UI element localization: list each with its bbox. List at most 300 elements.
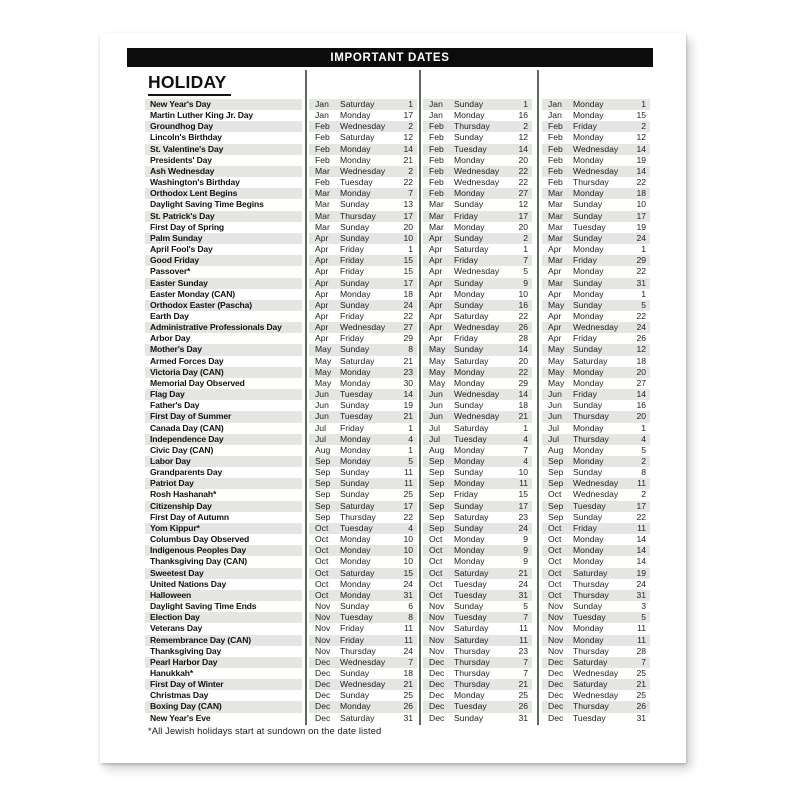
table-row: [145, 668, 658, 679]
date-cell-year1: [309, 322, 417, 333]
day-number: 5: [641, 299, 646, 310]
holiday-name: Palm Sunday: [145, 233, 302, 244]
date-cell-year1: [309, 188, 417, 199]
date-cell-year1: [309, 311, 417, 322]
month-abbrev: Nov: [548, 601, 564, 612]
weekday-name: Thursday: [573, 433, 609, 444]
date-cell-year1: [309, 233, 417, 244]
holiday-name: First Day of Summer: [145, 411, 302, 422]
month-abbrev: Dec: [429, 701, 445, 712]
day-number: 1: [408, 244, 413, 255]
table-row: [145, 322, 658, 333]
day-number: 14: [636, 165, 646, 176]
day-number: 18: [518, 400, 528, 411]
date-cell-year2: [423, 701, 532, 712]
day-number: 12: [518, 132, 528, 143]
weekday-name: Saturday: [454, 244, 489, 255]
day-number: 31: [636, 712, 646, 723]
date-cell-year3: [542, 568, 650, 579]
day-number: 22: [636, 177, 646, 188]
weekday-name: Monday: [340, 143, 371, 154]
day-number: 5: [641, 612, 646, 623]
month-abbrev: Apr: [429, 322, 443, 333]
date-cell-year3: [542, 99, 650, 110]
month-abbrev: Dec: [429, 690, 445, 701]
date-cell-year1: [309, 534, 417, 545]
date-cell-year3: [542, 177, 650, 188]
day-number: 7: [523, 656, 528, 667]
month-abbrev: Sep: [429, 489, 445, 500]
table-row: [145, 445, 658, 456]
month-abbrev: Dec: [315, 701, 331, 712]
day-number: 1: [523, 244, 528, 255]
date-cell-year2: [423, 646, 532, 657]
weekday-name: Saturday: [454, 634, 489, 645]
month-abbrev: Jun: [315, 400, 329, 411]
day-number: 21: [518, 679, 528, 690]
table-row: [145, 278, 658, 289]
weekday-name: Wednesday: [454, 177, 500, 188]
day-number: 18: [403, 288, 413, 299]
month-abbrev: Feb: [315, 177, 330, 188]
weekday-name: Tuesday: [340, 389, 373, 400]
date-cell-year1: [309, 512, 417, 523]
month-abbrev: Nov: [315, 645, 331, 656]
weekday-name: Tuesday: [340, 612, 373, 623]
weekday-name: Saturday: [340, 99, 375, 109]
weekday-name: Monday: [340, 288, 371, 299]
day-number: 26: [636, 701, 646, 712]
date-cell-year2: [423, 344, 532, 355]
month-abbrev: Mar: [548, 255, 563, 266]
date-cell-year3: [542, 478, 650, 489]
holiday-name: Good Friday: [145, 255, 302, 266]
month-abbrev: Sep: [429, 467, 445, 478]
holiday-name: Election Day: [145, 612, 302, 623]
month-abbrev: Oct: [548, 589, 562, 600]
date-cell-year1: [309, 501, 417, 512]
month-abbrev: Nov: [429, 623, 445, 634]
holiday-name: Easter Monday (CAN): [150, 288, 236, 299]
month-abbrev: Jun: [429, 400, 443, 411]
weekday-name: Thursday: [454, 656, 490, 667]
weekday-name: Sunday: [454, 132, 484, 143]
weekday-name: Saturday: [454, 310, 489, 321]
day-number: 21: [518, 411, 528, 422]
weekday-name: Wednesday: [573, 489, 619, 500]
weekday-name: Monday: [573, 244, 604, 255]
weekday-name: Monday: [573, 99, 604, 109]
date-cell-year2: [423, 456, 532, 467]
day-number: 15: [403, 255, 413, 266]
holiday-name: April Fool's Day: [150, 244, 213, 255]
weekday-name: Sunday: [340, 221, 370, 232]
weekday-name: Monday: [573, 377, 604, 388]
weekday-name: Monday: [340, 456, 371, 466]
date-cell-year2: [423, 255, 532, 266]
date-cell-year2: [423, 478, 532, 489]
day-number: 10: [403, 534, 413, 545]
month-abbrev: Apr: [315, 288, 329, 299]
date-cell-year3: [542, 132, 650, 143]
month-abbrev: Mar: [548, 232, 563, 243]
day-number: 29: [518, 377, 528, 388]
day-number: 23: [518, 645, 528, 656]
table-row: [145, 110, 658, 121]
date-cell-year3: [542, 300, 650, 311]
holiday-name: Thanksgiving Day: [150, 645, 222, 656]
weekday-name: Wednesday: [573, 322, 619, 333]
weekday-name: Sunday: [454, 500, 484, 511]
weekday-name: Wednesday: [454, 411, 500, 422]
day-number: 21: [636, 679, 646, 690]
month-abbrev: Sep: [548, 511, 564, 522]
weekday-name: Sunday: [454, 522, 484, 533]
month-abbrev: Sep: [315, 511, 331, 522]
day-number: 2: [523, 121, 528, 132]
date-cell-year2: [423, 311, 532, 322]
month-abbrev: Nov: [429, 601, 445, 612]
weekday-name: Thursday: [454, 667, 490, 678]
weekday-name: Monday: [454, 456, 485, 466]
month-abbrev: Sep: [315, 500, 331, 511]
date-cell-year1: [309, 244, 417, 255]
month-abbrev: Sep: [548, 478, 564, 489]
day-number: 19: [636, 567, 646, 578]
holiday-name: Passover*: [150, 266, 191, 277]
date-cell-year3: [542, 244, 650, 255]
weekday-name: Monday: [454, 288, 485, 299]
day-number: 7: [641, 656, 646, 667]
holiday-section-title: HOLIDAY: [148, 72, 231, 96]
weekday-name: Sunday: [340, 489, 370, 500]
month-abbrev: Oct: [429, 589, 443, 600]
month-abbrev: Feb: [548, 121, 563, 132]
weekday-name: Sunday: [340, 478, 370, 489]
day-number: 26: [518, 322, 528, 333]
weekday-name: Monday: [573, 556, 604, 567]
holiday-name: Independence Day: [145, 434, 302, 445]
date-cell-year1: [309, 545, 417, 556]
weekday-name: Monday: [454, 377, 485, 388]
date-cell-year2: [423, 222, 532, 233]
weekday-name: Sunday: [340, 667, 370, 678]
date-cell-year1: [309, 590, 417, 601]
day-number: 22: [403, 310, 413, 321]
date-cell-year3: [542, 367, 650, 378]
holiday-name: Citizenship Day: [145, 501, 302, 512]
date-cell-year2: [423, 356, 532, 367]
month-abbrev: Apr: [548, 266, 562, 277]
weekday-name: Friday: [573, 522, 597, 533]
weekday-name: Monday: [573, 422, 604, 433]
day-number: 5: [641, 444, 646, 455]
table-row: [145, 467, 658, 478]
month-abbrev: Feb: [429, 188, 444, 199]
day-number: 4: [523, 456, 528, 466]
date-cell-year1: [309, 177, 417, 188]
day-number: 2: [408, 121, 413, 132]
date-cell-year3: [542, 545, 650, 556]
weekday-name: Monday: [573, 310, 604, 321]
date-cell-year1: [309, 601, 417, 612]
weekday-name: Sunday: [340, 277, 370, 288]
day-number: 31: [403, 712, 413, 723]
holiday-name: Halloween: [145, 590, 302, 601]
day-number: 2: [523, 232, 528, 243]
month-abbrev: Nov: [315, 634, 331, 645]
table-row: [145, 679, 658, 690]
day-number: 10: [403, 545, 413, 556]
month-abbrev: May: [548, 344, 565, 355]
day-number: 11: [404, 467, 413, 478]
holiday-name: Civic Day (CAN): [150, 444, 214, 455]
date-cell-year2: [423, 121, 532, 132]
date-cell-year2: [423, 523, 532, 534]
month-abbrev: Sep: [429, 478, 445, 489]
weekday-name: Wednesday: [573, 143, 619, 154]
month-abbrev: Feb: [429, 143, 444, 154]
month-abbrev: Apr: [315, 333, 329, 344]
weekday-name: Friday: [454, 255, 478, 266]
month-abbrev: Oct: [548, 522, 562, 533]
date-cell-year3: [542, 512, 650, 523]
day-number: 1: [523, 422, 528, 433]
weekday-name: Friday: [573, 389, 597, 400]
weekday-name: Monday: [454, 221, 485, 232]
day-number: 2: [641, 456, 646, 466]
weekday-name: Monday: [454, 690, 485, 701]
weekday-name: Thursday: [340, 511, 376, 522]
holiday-name: Arbor Day: [150, 333, 191, 344]
date-cell-year1: [309, 646, 417, 657]
month-abbrev: Apr: [548, 310, 562, 321]
date-cell-year3: [542, 322, 650, 333]
month-abbrev: Dec: [548, 656, 564, 667]
month-abbrev: May: [315, 366, 332, 377]
weekday-name: Thursday: [340, 210, 376, 221]
day-number: 1: [408, 422, 413, 433]
weekday-name: Sunday: [573, 467, 603, 478]
month-abbrev: Sep: [429, 456, 445, 466]
day-number: 31: [518, 589, 528, 600]
table-row: [145, 400, 658, 411]
day-number: 24: [403, 645, 413, 656]
weekday-name: Sunday: [454, 299, 484, 310]
month-abbrev: Nov: [548, 612, 564, 623]
date-cell-year1: [309, 456, 417, 467]
date-cell-year2: [423, 99, 532, 110]
day-number: 20: [518, 154, 528, 165]
month-abbrev: Aug: [315, 444, 331, 455]
day-number: 5: [523, 266, 528, 277]
weekday-name: Monday: [340, 433, 371, 444]
weekday-name: Sunday: [454, 467, 484, 478]
month-abbrev: Apr: [315, 322, 329, 333]
weekday-name: Saturday: [573, 355, 608, 366]
weekday-name: Monday: [454, 444, 485, 455]
weekday-name: Friday: [573, 121, 597, 132]
date-cell-year1: [309, 612, 417, 623]
month-abbrev: May: [315, 377, 332, 388]
month-abbrev: Mar: [315, 221, 330, 232]
month-abbrev: Feb: [548, 154, 563, 165]
date-cell-year2: [423, 657, 532, 668]
table-row: [145, 556, 658, 567]
month-abbrev: May: [548, 366, 565, 377]
holiday-name: First Day of Spring: [150, 221, 225, 232]
date-cell-year2: [423, 389, 532, 400]
day-number: 11: [637, 478, 646, 489]
weekday-name: Friday: [340, 255, 364, 266]
date-cell-year2: [423, 590, 532, 601]
weekday-name: Monday: [340, 701, 371, 712]
date-cell-year3: [542, 668, 650, 679]
day-number: 20: [403, 221, 413, 232]
table-row: [145, 646, 658, 657]
day-number: 1: [408, 444, 413, 455]
month-abbrev: Mar: [548, 188, 563, 199]
date-cell-year1: [309, 356, 417, 367]
day-number: 18: [636, 355, 646, 366]
month-abbrev: Apr: [429, 310, 443, 321]
day-number: 15: [403, 567, 413, 578]
date-cell-year1: [309, 579, 417, 590]
day-number: 14: [518, 143, 528, 154]
weekday-name: Wednesday: [454, 322, 500, 333]
day-number: 25: [636, 667, 646, 678]
date-cell-year3: [542, 556, 650, 567]
date-cell-year2: [423, 367, 532, 378]
weekday-name: Thursday: [454, 645, 490, 656]
table-row: [145, 266, 658, 277]
table-row: [145, 99, 658, 110]
month-abbrev: Jun: [548, 411, 562, 422]
month-abbrev: Nov: [315, 612, 331, 623]
table-row: [145, 623, 658, 634]
weekday-name: Friday: [573, 255, 597, 266]
month-abbrev: Dec: [429, 667, 445, 678]
day-number: 26: [403, 701, 413, 712]
date-cell-year1: [309, 679, 417, 690]
month-abbrev: Jun: [429, 389, 443, 400]
day-number: 4: [408, 522, 413, 533]
month-abbrev: Feb: [429, 177, 444, 188]
weekday-name: Thursday: [573, 177, 609, 188]
day-number: 15: [636, 110, 646, 121]
day-number: 14: [403, 143, 413, 154]
day-number: 24: [403, 299, 413, 310]
month-abbrev: Dec: [429, 656, 445, 667]
holiday-name: Easter Sunday: [145, 278, 302, 289]
month-abbrev: Mar: [315, 188, 330, 199]
month-abbrev: Sep: [315, 467, 331, 478]
holiday-name: St. Valentine's Day: [145, 144, 302, 155]
weekday-name: Monday: [454, 556, 485, 567]
date-cell-year3: [542, 110, 650, 121]
date-cell-year2: [423, 612, 532, 623]
holiday-name: New Year's Eve: [150, 712, 211, 723]
date-cell-year1: [309, 635, 417, 646]
weekday-name: Saturday: [454, 422, 489, 433]
weekday-name: Saturday: [454, 511, 489, 522]
month-abbrev: Feb: [548, 143, 563, 154]
holiday-name: Daylight Saving Time Ends: [150, 601, 257, 612]
date-cell-year2: [423, 177, 532, 188]
weekday-name: Sunday: [573, 232, 603, 243]
holiday-name: Armed Forces Day: [150, 355, 224, 366]
date-cell-year1: [309, 300, 417, 311]
holiday-name: Memorial Day Observed: [150, 377, 245, 388]
weekday-name: Monday: [340, 578, 371, 589]
month-abbrev: Apr: [315, 232, 329, 243]
day-number: 7: [523, 667, 528, 678]
weekday-name: Sunday: [454, 99, 484, 109]
weekday-name: Saturday: [340, 500, 375, 511]
weekday-name: Friday: [454, 333, 478, 344]
month-abbrev: Jul: [548, 433, 559, 444]
weekday-name: Saturday: [454, 567, 489, 578]
month-abbrev: Sep: [429, 511, 445, 522]
day-number: 8: [641, 467, 646, 478]
date-cell-year2: [423, 411, 532, 422]
day-number: 9: [523, 277, 528, 288]
date-cell-year2: [423, 489, 532, 500]
holiday-name: Grandparents Day: [150, 467, 223, 478]
day-number: 27: [403, 322, 413, 333]
month-abbrev: Sep: [315, 456, 331, 466]
table-row: [145, 713, 658, 724]
month-abbrev: Oct: [315, 556, 329, 567]
weekday-name: Friday: [340, 266, 364, 277]
day-number: 20: [636, 366, 646, 377]
weekday-name: Monday: [340, 534, 371, 545]
date-cell-year3: [542, 434, 650, 445]
day-number: 2: [641, 121, 646, 132]
day-number: 23: [518, 511, 528, 522]
holiday-name: United Nations Day: [150, 578, 227, 589]
day-number: 19: [636, 221, 646, 232]
date-cell-year3: [542, 612, 650, 623]
weekday-name: Monday: [573, 154, 604, 165]
weekday-name: Monday: [573, 132, 604, 143]
date-cell-year1: [309, 701, 417, 712]
date-cell-year3: [542, 389, 650, 400]
month-abbrev: Apr: [429, 333, 443, 344]
weekday-name: Monday: [454, 478, 485, 489]
date-cell-year1: [309, 434, 417, 445]
month-abbrev: Jun: [315, 389, 329, 400]
day-number: 20: [636, 411, 646, 422]
date-cell-year2: [423, 501, 532, 512]
table-row: [145, 367, 658, 378]
weekday-name: Sunday: [573, 344, 603, 355]
date-cell-year2: [423, 545, 532, 556]
weekday-name: Monday: [573, 444, 604, 455]
date-cell-year1: [309, 690, 417, 701]
holiday-name: Canada Day (CAN): [150, 422, 224, 433]
month-abbrev: Apr: [548, 288, 562, 299]
day-number: 19: [636, 154, 646, 165]
table-row: [145, 590, 658, 601]
weekday-name: Wednesday: [573, 165, 619, 176]
date-cell-year1: [309, 121, 417, 132]
day-number: 24: [636, 578, 646, 589]
table-row: [145, 311, 658, 322]
month-abbrev: Dec: [315, 712, 331, 723]
weekday-name: Sunday: [340, 199, 370, 210]
weekday-name: Wednesday: [573, 478, 619, 489]
